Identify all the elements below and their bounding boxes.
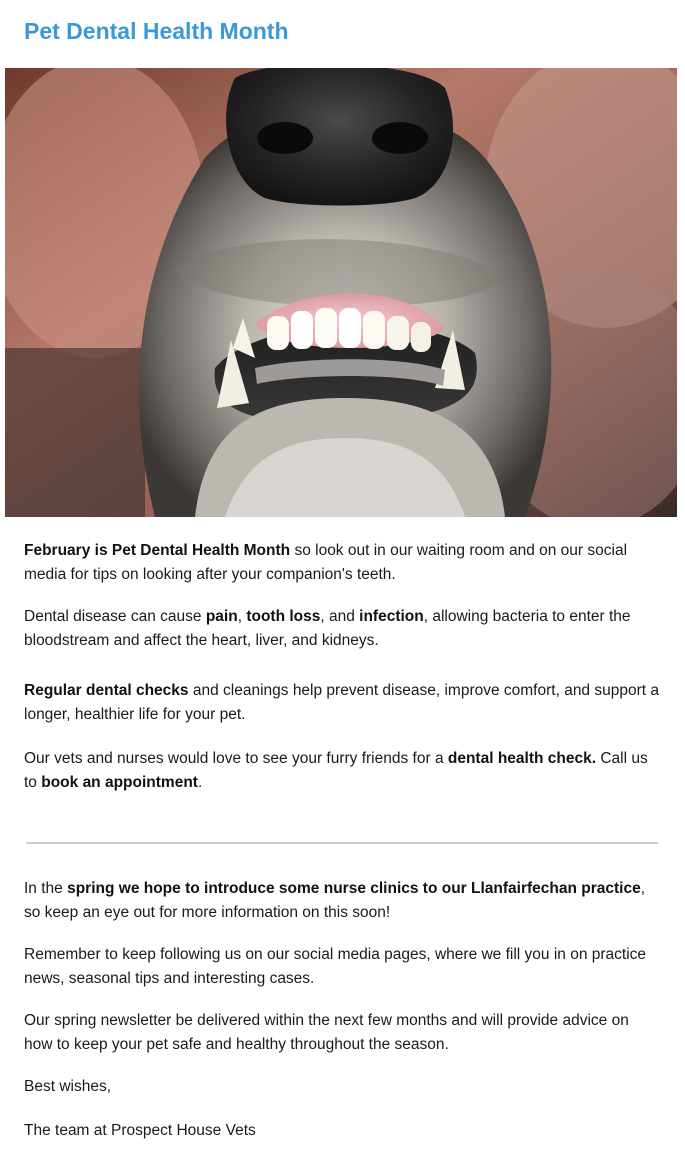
dental-disease-text-4: , allowing bacteria to enter the bloodstream and affect the heart, liver, and kidneys. xyxy=(24,608,631,649)
book-text-3: . xyxy=(197,774,203,791)
page-title: Pet Dental Health Month xyxy=(24,18,289,44)
dental-disease-paragraph xyxy=(24,605,660,653)
dental-disease-text-2: , xyxy=(237,608,247,625)
intro-bold: February is Pet Dental Health Month xyxy=(24,542,291,559)
dental-disease-text-1: Dental disease can cause xyxy=(24,608,206,625)
signoff: Best wishes, xyxy=(24,1078,112,1095)
regular-checks-bold: Regular dental checks xyxy=(24,682,189,699)
nurse-clinics-bold: spring we hope to introduce some nurse clinics to our Llanfairfechan practice xyxy=(67,880,641,897)
intro-text: so look out in our waiting room and on our social media for tips on looking after your companion's teeth. xyxy=(24,542,628,583)
newsletter-body xyxy=(24,539,660,1143)
dental-health-check-bold: dental health check. xyxy=(447,750,597,767)
social-media-paragraph: Remember to keep following us on our social media pages, where we fill you in on practice news, seasonal tips and interesting cases. xyxy=(24,946,647,987)
book-text-1: Our vets and nurses would love to see your furry friends for a xyxy=(24,750,448,767)
hero-dog-teeth-image xyxy=(5,68,677,517)
nurse-clinics-text-2: , so keep an eye out for more information on this soon! xyxy=(24,880,646,921)
regular-checks-paragraph xyxy=(24,679,660,727)
infection-bold: infection xyxy=(359,608,424,625)
book-text-2: Call us to xyxy=(24,750,648,791)
intro-paragraph xyxy=(24,539,660,587)
spring-newsletter-paragraph: Our spring newsletter be delivered within the next few months and will provide advice on how to keep your pet safe and healthy throughout the season. xyxy=(24,1012,629,1053)
regular-checks-text: and cleanings help prevent disease, improve comfort, and support a longer, healthier life for your pet. xyxy=(24,682,659,723)
tooth-loss-bold: tooth loss xyxy=(246,608,321,625)
nurse-clinics-text-1: In the xyxy=(24,880,68,897)
book-appointment-paragraph xyxy=(24,747,660,795)
signature: The team at Prospect House Vets xyxy=(24,1122,256,1139)
nurse-clinics-paragraph xyxy=(24,877,660,925)
section-divider xyxy=(26,842,658,844)
book-appointment-bold: book an appointment xyxy=(41,774,198,791)
pain-bold: pain xyxy=(205,608,238,625)
dental-disease-text-3: , and xyxy=(320,608,360,625)
